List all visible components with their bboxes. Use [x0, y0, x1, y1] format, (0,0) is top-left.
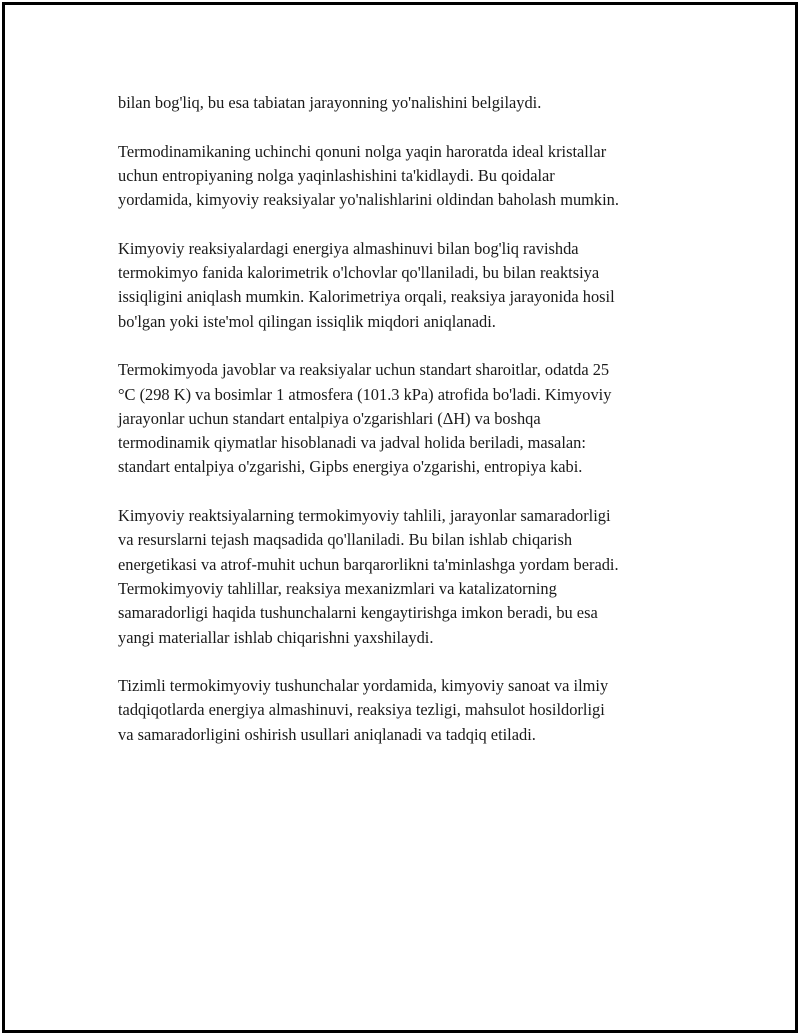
paragraph-line: Termokimyoviy tahlillar, reaksiya mexanizmlari va katalizatorning	[118, 578, 557, 598]
document-body	[118, 91, 698, 747]
paragraph-line: bilan bog'liq, bu esa tabiatan jarayonning yo'nalishini belgilaydi.	[118, 93, 542, 112]
paragraph-6	[118, 674, 698, 747]
paragraph-1	[118, 91, 698, 115]
paragraph-line: samaradorligi haqida tushunchalarni kengaytirishga imkon beradi, bu esa	[118, 603, 598, 623]
paragraph-line: uchun entropiyaning nolga yaqinlashishini ta'kidlaydi. Bu qoidalar	[118, 165, 555, 185]
paragraph-line: Tizimli termokimyoviy tushunchalar yordamida, kimyoviy sanoat va ilmiy	[118, 676, 609, 696]
paragraph-line: jarayonlar uchun standart entalpiya o'zgarishlari (ΔH) va boshqa	[118, 408, 541, 428]
paragraph-line: yangi materiallar ishlab chiqarishni yaxshilaydi.	[118, 627, 434, 647]
paragraph-line: Kimyoviy reaksiyalardagi energiya almashinuvi bilan bog'liq ravishda	[118, 238, 579, 258]
paragraph-line: termokimyo fanida kalorimetrik o'lchovlar qo'llaniladi, bu bilan reaktsiya	[118, 263, 600, 283]
paragraph-2	[118, 140, 698, 213]
paragraph-3	[118, 237, 698, 334]
paragraph-5	[118, 504, 698, 650]
paragraph-line: va resurslarni tejash maqsadida qo'llaniladi. Bu bilan ishlab chiqarish	[118, 530, 573, 550]
paragraph-4	[118, 358, 698, 479]
paragraph-line: Termodinamikaning uchinchi qonuni nolga yaqin haroratda ideal kristallar	[118, 141, 607, 161]
paragraph-line: standart entalpiya o'zgarishi, Gipbs energiya o'zgarishi, entropiya kabi.	[118, 457, 583, 477]
paragraph-line: bo'lgan yoki iste'mol qilingan issiqlik miqdori aniqlanadi.	[118, 311, 496, 331]
paragraph-line: tadqiqotlarda energiya almashinuvi, reaksiya tezligi, mahsulot hosildorligi	[118, 700, 605, 720]
paragraph-line: Kimyoviy reaktsiyalarning termokimyoviy tahlili, jarayonlar samaradorligi	[118, 506, 611, 526]
paragraph-line: va samaradorligini oshirish usullari aniqlanadi va tadqiq etiladi.	[118, 724, 536, 744]
paragraph-line: °C (298 K) va bosimlar 1 atmosfera (101.3 kPa) atrofida bo'ladi. Kimyoviy	[118, 384, 612, 404]
paragraph-line: Termokimyoda javoblar va reaksiyalar uchun standart sharoitlar, odatda 25	[118, 360, 610, 380]
paragraph-line: yordamida, kimyoviy reaksiyalar yo'nalishlarini oldindan baholash mumkin.	[118, 190, 619, 210]
paragraph-line: termodinamik qiymatlar hisoblanadi va jadval holida beriladi, masalan:	[118, 433, 586, 453]
paragraph-line: issiqligini aniqlash mumkin. Kalorimetriya orqali, reaksiya jarayonida hosil	[118, 287, 615, 307]
paragraph-line: energetikasi va atrof-muhit uchun barqarorlikni ta'minlashga yordam beradi.	[118, 554, 619, 574]
